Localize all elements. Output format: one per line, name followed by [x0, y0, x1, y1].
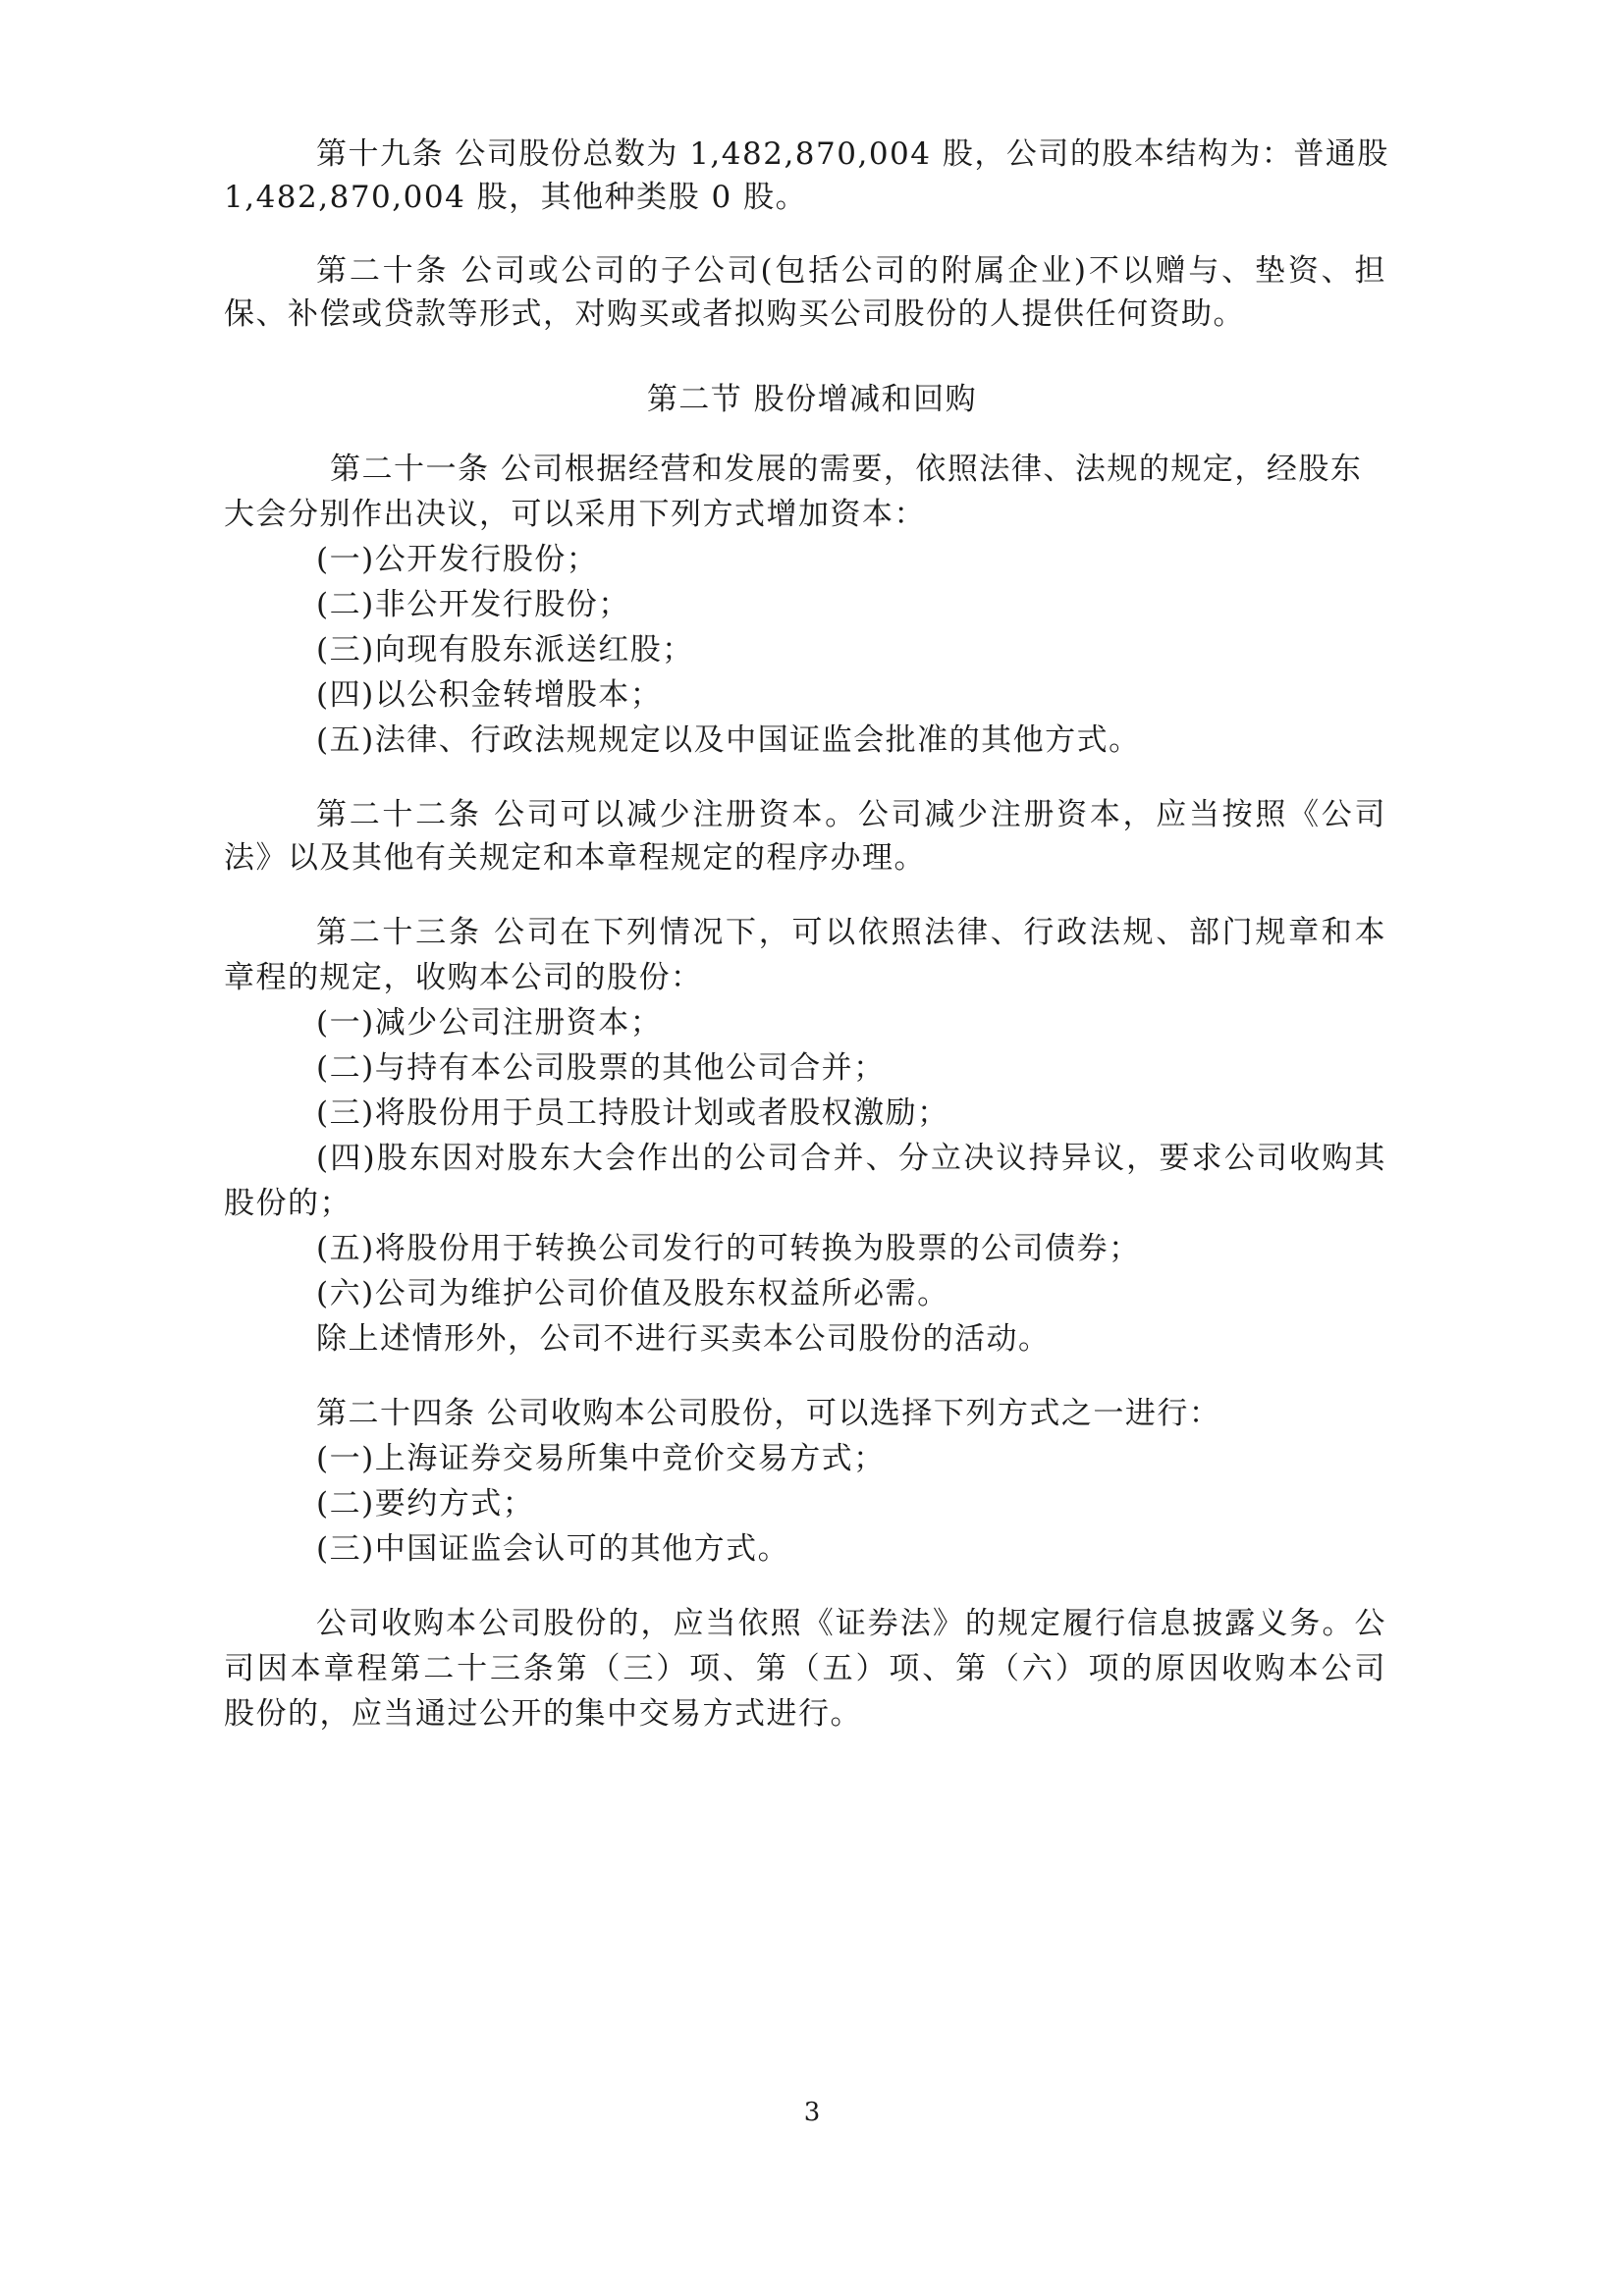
- article24-item: (一)上海证券交易所集中竞价交易方式；: [316, 1441, 886, 1476]
- article19-line2: 1,482,870,004 股，其他种类股 0 股。: [224, 180, 808, 215]
- article23-item: (三)将股份用于员工持股计划或者股权激励；: [316, 1095, 949, 1131]
- article23-item: (六)公司为维护公司价值及股东权益所必需。: [316, 1276, 949, 1311]
- article21-line2: 大会分别作出决议，可以采用下列方式增加资本：: [224, 497, 926, 532]
- article22-line2: 法》以及其他有关规定和本章程规定的程序办理。: [224, 840, 926, 876]
- article20-line1: 第二十条 公司或公司的子公司(包括公司的附属企业)不以赠与、垫资、担: [316, 253, 1386, 289]
- buyback-paragraph-line1: 公司收购本公司股份的，应当依照《证券法》的规定履行信息披露义务。公: [316, 1606, 1386, 1641]
- article21-item: (四)以公积金转增股本；: [316, 677, 663, 713]
- buyback-paragraph-line2: 司因本章程第二十三条第（三）项、第（五）项、第（六）项的原因收购本公司: [224, 1651, 1386, 1686]
- article21-item: (二)非公开发行股份；: [316, 587, 630, 622]
- article23-item: (五)将股份用于转换公司发行的可转换为股票的公司债券；: [316, 1231, 1141, 1266]
- article23-line1: 第二十三条 公司在下列情况下，可以依照法律、行政法规、部门规章和本: [316, 915, 1386, 950]
- article21-item: (一)公开发行股份；: [316, 542, 599, 577]
- article24-line1: 第二十四条 公司收购本公司股份，可以选择下列方式之一进行：: [316, 1396, 1221, 1431]
- article21-item: (五)法律、行政法规规定以及中国证监会批准的其他方式。: [316, 722, 1141, 758]
- article21-line1: 第二十一条 公司根据经营和发展的需要，依照法律、法规的规定，经股东: [330, 452, 1363, 487]
- article23-item: (一)减少公司注册资本；: [316, 1005, 663, 1041]
- article24-item: (二)要约方式；: [316, 1486, 535, 1522]
- article24-item: (三)中国证监会认可的其他方式。: [316, 1531, 790, 1567]
- section-heading: 第二节 股份增减和回购: [646, 382, 978, 417]
- article20-line2: 保、补偿或贷款等形式，对购买或者拟购买公司股份的人提供任何资助。: [224, 296, 1245, 332]
- article23-closing: 除上述情形外，公司不进行买卖本公司股份的活动。: [316, 1321, 1051, 1357]
- article22-line1: 第二十二条 公司可以减少注册资本。公司减少注册资本，应当按照《公司: [316, 797, 1386, 832]
- article23-line2: 章程的规定，收购本公司的股份：: [224, 960, 703, 995]
- article23-item: (二)与持有本公司股票的其他公司合并；: [316, 1050, 886, 1086]
- article23-item-continuation: 股份的；: [224, 1186, 352, 1221]
- article21-item: (三)向现有股东派送红股；: [316, 632, 694, 667]
- buyback-paragraph-line3: 股份的，应当通过公开的集中交易方式进行。: [224, 1696, 862, 1732]
- article23-item: (四)股东因对股东大会作出的公司合并、分立决议持异议，要求公司收购其: [316, 1141, 1386, 1176]
- page-number: 3: [803, 2098, 821, 2127]
- article19-line1: 第十九条 公司股份总数为 1,482,870,004 股，公司的股本结构为：普通股: [316, 136, 1389, 172]
